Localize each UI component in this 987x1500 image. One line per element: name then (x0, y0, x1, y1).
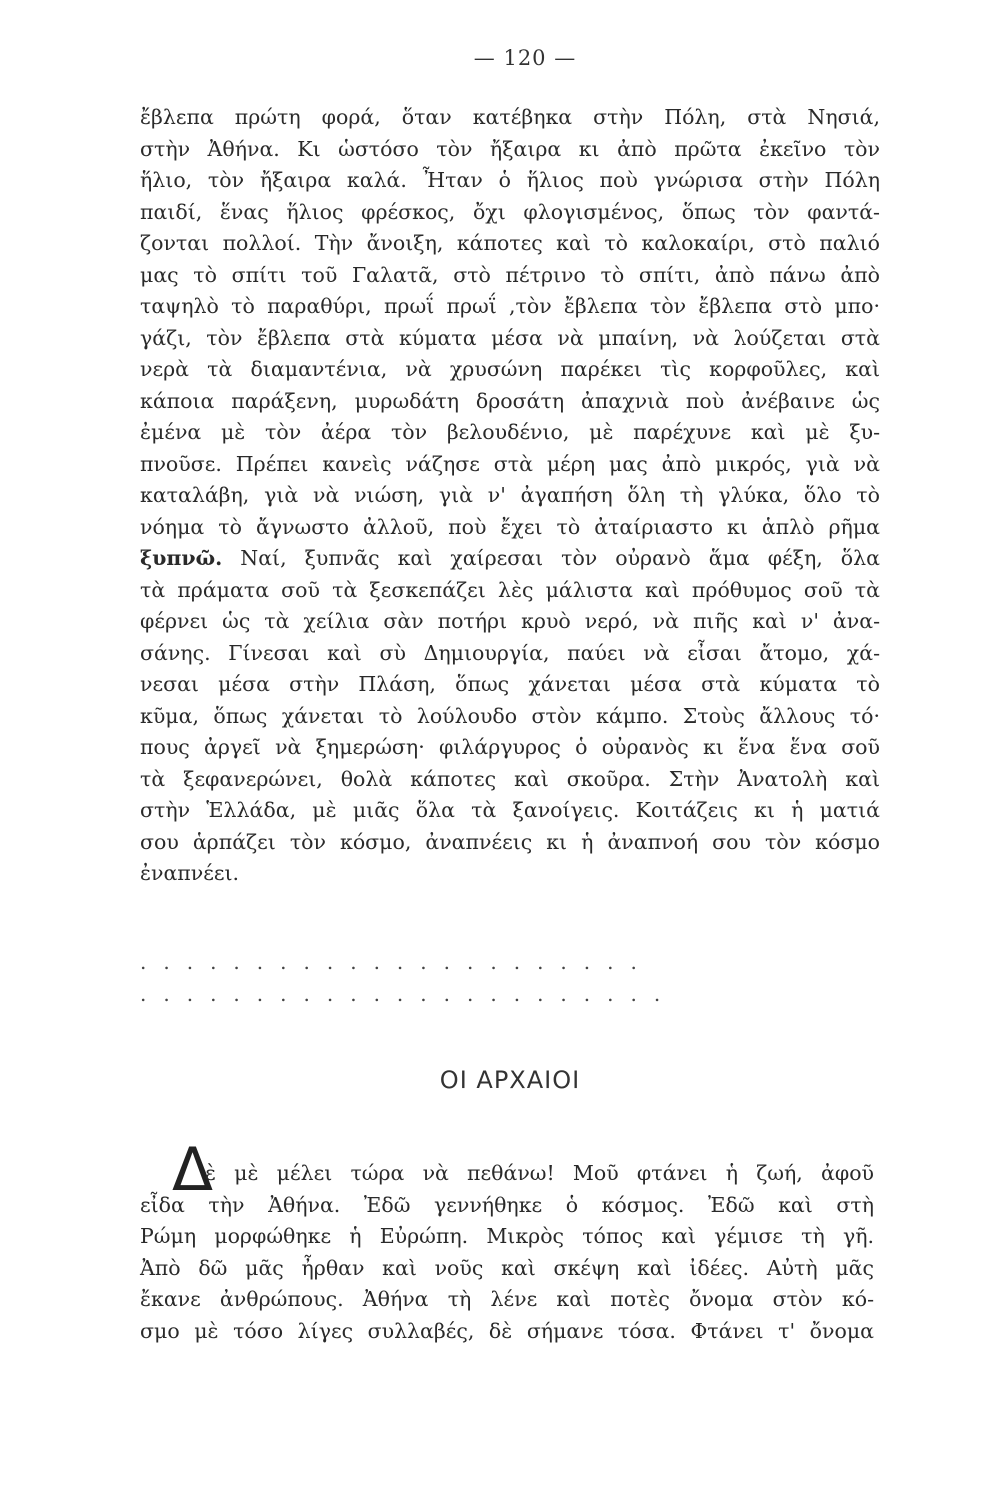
body-line: τὰ πράματα σοῦ τὰ ξεσκεπάζει λὲς μάλιστα καὶ πρόθυμος σοῦ τὰ (140, 577, 880, 602)
section-line: Ἀπὸ δῶ μᾶς ἦρθαν καὶ νοῦς καὶ σκέψη καὶ ἰδέες. Αὐτὴ μᾶς (140, 1255, 874, 1280)
body-line: καταλάβη, γιὰ νὰ νιώση, γιὰ ν' ἀγαπήση ὅλη τὴ γλύκα, ὅλο τὸ (140, 483, 880, 507)
body-line-last: ἐναπνέει. (140, 861, 240, 885)
body-line: ἐμένα μὲ τὸν ἀέρα τὸν βελουδένιο, μὲ παρέχυνε καὶ μὲ ξυ- (140, 420, 880, 444)
body-text (140, 102, 880, 890)
body-line: πους ἀργεῖ νὰ ξημερώση· φιλάργυρος ὁ οὐρανὸς κι ἕνα ἕνα σοῦ (140, 735, 880, 759)
body-line: σου ἁρπάζει τὸν κόσμο, ἀναπνέεις κι ἡ ἀναπνοή σου τὸν κόσμο (140, 829, 880, 854)
body-line: παιδί, ἕνας ἥλιος φρέσκος, ὄχι φλογισμένος, ὅπως τὸν φαντά- (140, 199, 880, 224)
body-line: στὴν Ἀθήνα. Κι ὡστόσο τὸν ἤξαιρα κι ἀπὸ πρῶτα ἐκεῖνο τὸν (140, 136, 880, 161)
body-line: φέρνει ὡς τὰ χείλια σὰν ποτήρι κρυὸ νερό, νὰ πιῆς καὶ ν' ἀνα- (140, 609, 880, 633)
body-line: νερὰ τὰ διαμαντένια, νὰ χρυσώνη παρέκει τὶς κορφοῦλες, καὶ (140, 357, 880, 381)
body-line: κάποια παράξενη, μυρωδάτη δροσάτη ἀπαχνιὰ ποὺ ἀνέβαινε ὡς (140, 388, 880, 413)
section-line: εἶδα τὴν Ἀθήνα. Ἐδῶ γεννήθηκε ὁ κόσμος. Ἐδῶ καὶ στὴ (140, 1192, 874, 1217)
body-line-rest: Ναί, ξυπνᾶς καὶ χαίρεσαι τὸν οὐρανὸ ἅμα φέξη, ὅλα (222, 546, 880, 570)
body-line: μας τὸ σπίτι τοῦ Γαλατᾶ, στὸ πέτρινο τὸ σπίτι, ἀπὸ πάνω ἀπὸ (140, 262, 880, 287)
section-line: ὲ μὲ μέλει τώρα νὰ πεθάνω! Μοῦ φτάνει ἡ ζωή, ἀφοῦ (205, 1161, 874, 1185)
drop-cap: Δ (172, 1135, 214, 1205)
body-line: ἥλιο, τὸν ἤξαιρα καλά. Ἦταν ὁ ἥλιος ποὺ γνώρισα στὴν Πόλη (140, 168, 880, 192)
section-line: σμο μὲ τόσο λίγες συλλαβές, δὲ σήμανε τόσα. Φτάνει τ' ὄνομα (140, 1318, 874, 1343)
body-line: νόημα τὸ ἄγνωστο ἀλλοῦ, ποὺ ἔχει τὸ ἀταίριαστο κι ἁπλὸ ρῆμα (140, 514, 880, 539)
section-line: ἔκανε ἀνθρώπους. Ἀθήνα τὴ λένε καὶ ποτὲς ὄνομα στὸν κό- (140, 1287, 874, 1311)
body-line: νεσαι μέσα στὴν Πλάση, ὅπως χάνεται μέσα στὰ κύματα τὸ (140, 672, 880, 696)
section-text (140, 1158, 874, 1347)
ellipsis-row: ....................... (140, 982, 678, 1006)
body-line: στὴν Ἑλλάδα, μὲ μιᾶς ὅλα τὰ ξανοίγεις. Κοιτάζεις κι ἡ ματιά (140, 798, 880, 822)
section-line: Ρώμη μορφώθηκε ἡ Εὐρώπη. Μικρὸς τόπος καὶ γέμισε τὴ γῆ. (140, 1224, 874, 1248)
body-line: κῦμα, ὅπως χάνεται τὸ λούλουδο στὸν κάμπο. Στοὺς ἄλλους τό· (140, 703, 880, 728)
body-line: πνοῦσε. Πρέπει κανεὶς νάζησε στὰ μέρη μας ἀπὸ μικρός, γιὰ νὰ (140, 451, 880, 476)
body-line: σάνης. Γίνεσαι καὶ σὺ Δημιουργία, παύει νὰ εἶσαι ἄτομο, χά- (140, 640, 880, 665)
section-title: ΟΙ ΑΡΧΑΙΟΙ (439, 1066, 581, 1094)
body-line: ἔβλεπα πρώτη φορά, ὅταν κατέβηκα στὴν Πόλη, στὰ Νησιά, (140, 105, 880, 129)
body-line-with-bold (140, 543, 880, 575)
body-line: ζονται πολλοί. Τὴν ἄνοιξη, κάποτες καὶ τὸ καλοκαίρι, στὸ παλιό (140, 231, 880, 255)
ellipsis-row: ...................... (140, 950, 654, 974)
body-line: γάζι, τὸν ἔβλεπα στὰ κύματα μέσα νὰ μπαίνη, νὰ λούζεται στὰ (140, 325, 880, 350)
bold-word: ξυπνῶ. (140, 546, 223, 570)
page-number: — 120 — (473, 46, 577, 70)
body-line: τὰ ξεφανερώνει, θολὰ κάποτες καὶ σκοῦρα. Στὴν Ἀνατολὴ καὶ (140, 766, 880, 791)
body-line: ταψηλὸ τὸ παραθύρι, πρωΐ πρωΐ ,τὸν ἔβλεπα τὸν ἔβλεπα στὸ μπο· (140, 294, 880, 318)
